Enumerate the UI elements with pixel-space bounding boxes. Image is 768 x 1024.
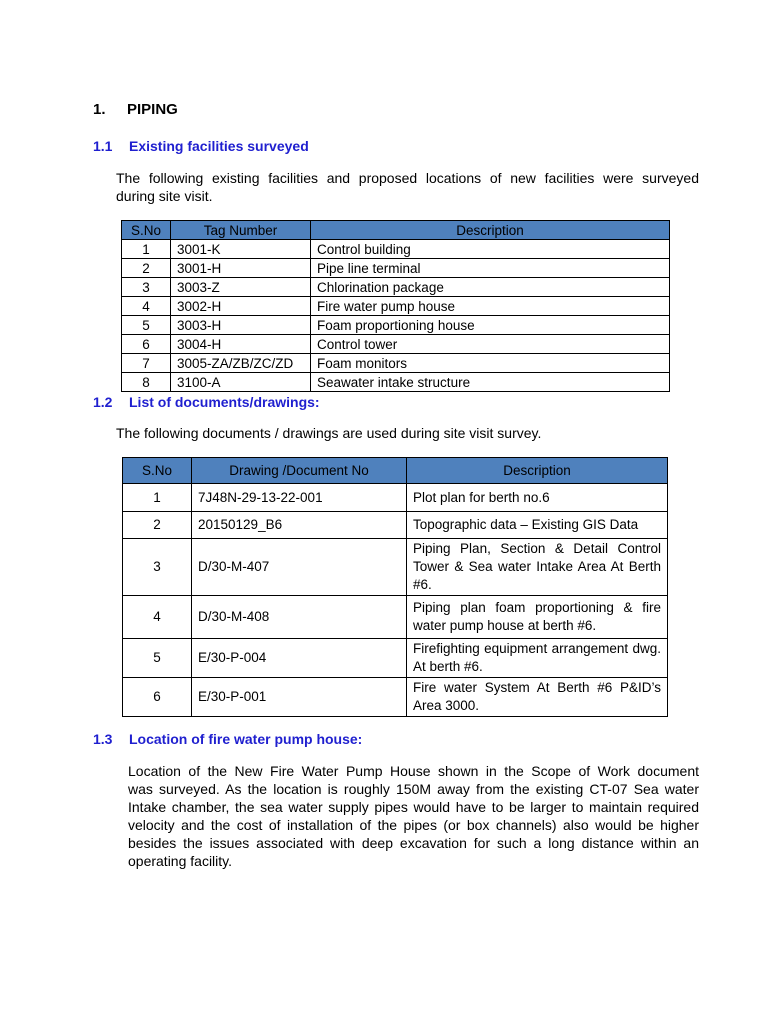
- paragraph-line: Location of the New Fire Water Pump House shown in the Scope of Work document: [128, 763, 699, 779]
- subsection-heading-documents: [93, 394, 320, 410]
- cell-sno: 6: [122, 335, 171, 354]
- cell-sno: 4: [123, 596, 192, 639]
- subsection-title: List of documents/drawings:: [129, 394, 320, 410]
- table-row: [123, 596, 668, 639]
- paragraph-line: was surveyed. As the location is roughly 150M away from the existing CT-07 Sea water: [128, 781, 699, 797]
- cell-description: Plot plan for berth no.6: [407, 484, 668, 512]
- cell-tag: 3001-K: [171, 240, 311, 259]
- table-row: [122, 278, 670, 297]
- section-heading-piping: [93, 101, 178, 118]
- section-number: 1.: [93, 101, 106, 118]
- cell-sno: 3: [122, 278, 171, 297]
- facilities-table: [121, 220, 670, 392]
- cell-tag: 3002-H: [171, 297, 311, 316]
- cell-description: Control building: [311, 240, 670, 259]
- cell-drawing-no: 20150129_B6: [192, 512, 407, 539]
- table-row: [122, 297, 670, 316]
- cell-description: Firefighting equipment arrangement dwg. At berth #6.: [407, 639, 668, 678]
- paragraph-line: velocity and the cost of installation of the pipes (or box channels) also would be higher: [128, 817, 699, 833]
- intro-paragraph-documents: The following documents / drawings are used during site visit survey.: [116, 425, 542, 441]
- cell-drawing-no: D/30-M-408: [192, 596, 407, 639]
- table-row: [123, 539, 668, 596]
- cell-description: Control tower: [311, 335, 670, 354]
- documents-table: [122, 457, 668, 717]
- column-header-sno: S.No: [122, 221, 171, 240]
- cell-description: Piping plan foam proportioning & fire water pump house at berth #6.: [407, 596, 668, 639]
- cell-tag: 3005-ZA/ZB/ZC/ZD: [171, 354, 311, 373]
- table-row: [123, 639, 668, 678]
- cell-drawing-no: 7J48N-29-13-22-001: [192, 484, 407, 512]
- cell-sno: 2: [123, 512, 192, 539]
- cell-sno: 3: [123, 539, 192, 596]
- cell-sno: 7: [122, 354, 171, 373]
- column-header-description: Description: [407, 458, 668, 484]
- cell-description: Fire water pump house: [311, 297, 670, 316]
- cell-sno: 1: [122, 240, 171, 259]
- table-row: [122, 354, 670, 373]
- cell-drawing-no: E/30-P-001: [192, 678, 407, 717]
- cell-tag: 3100-A: [171, 373, 311, 392]
- paragraph-line: besides the issues associated with deep excavation for such a long distance within an: [128, 835, 699, 851]
- cell-description: Piping Plan, Section & Detail Control Tower & Sea water Intake Area At Berth #6.: [407, 539, 668, 596]
- subsection-number: 1.2: [93, 394, 113, 410]
- table-row: [123, 484, 668, 512]
- section-title: PIPING: [127, 101, 178, 118]
- subsection-number: 1.3: [93, 731, 113, 747]
- cell-tag: 3001-H: [171, 259, 311, 278]
- cell-tag: 3004-H: [171, 335, 311, 354]
- cell-sno: 5: [122, 316, 171, 335]
- table-row: [122, 335, 670, 354]
- table-row: [122, 316, 670, 335]
- cell-description: Seawater intake structure: [311, 373, 670, 392]
- cell-sno: 5: [123, 639, 192, 678]
- table-row: [122, 373, 670, 392]
- cell-drawing-no: E/30-P-004: [192, 639, 407, 678]
- cell-description: Foam proportioning house: [311, 316, 670, 335]
- cell-description: Topographic data – Existing GIS Data: [407, 512, 668, 539]
- subsection-title: Location of fire water pump house:: [129, 731, 363, 747]
- table-header-row: [122, 221, 670, 240]
- cell-description: Pipe line terminal: [311, 259, 670, 278]
- cell-sno: 2: [122, 259, 171, 278]
- cell-sno: 1: [123, 484, 192, 512]
- column-header-drawing-no: Drawing /Document No: [192, 458, 407, 484]
- cell-sno: 4: [122, 297, 171, 316]
- cell-description: Fire water System At Berth #6 P&ID’s Area 3000.: [407, 678, 668, 717]
- table-row: [122, 240, 670, 259]
- column-header-description: Description: [311, 221, 670, 240]
- cell-description: Foam monitors: [311, 354, 670, 373]
- table-row: [123, 678, 668, 717]
- table-row: [123, 512, 668, 539]
- cell-tag: 3003-Z: [171, 278, 311, 297]
- cell-description: Chlorination package: [311, 278, 670, 297]
- intro-paragraph-facilities: [116, 169, 699, 205]
- table-row: [122, 259, 670, 278]
- paragraph-line: The following existing facilities and proposed locations of new facilities were surveyed: [116, 170, 699, 186]
- cell-sno: 6: [123, 678, 192, 717]
- paragraph-line: Intake chamber, the sea water supply pipes would have to be larger to maintain required: [128, 799, 699, 815]
- subsection-heading-existing-facilities: [93, 138, 309, 154]
- subsection-title: Existing facilities surveyed: [129, 138, 309, 154]
- paragraph-line: during site visit.: [116, 188, 213, 204]
- column-header-tag-number: Tag Number: [171, 221, 311, 240]
- subsection-number: 1.1: [93, 138, 113, 154]
- paragraph-line: operating facility.: [128, 853, 233, 869]
- subsection-heading-pump-house-location: [93, 731, 362, 747]
- cell-drawing-no: D/30-M-407: [192, 539, 407, 596]
- pump-house-paragraph: [128, 762, 699, 870]
- cell-sno: 8: [122, 373, 171, 392]
- table-header-row: [123, 458, 668, 484]
- cell-tag: 3003-H: [171, 316, 311, 335]
- column-header-sno: S.No: [123, 458, 192, 484]
